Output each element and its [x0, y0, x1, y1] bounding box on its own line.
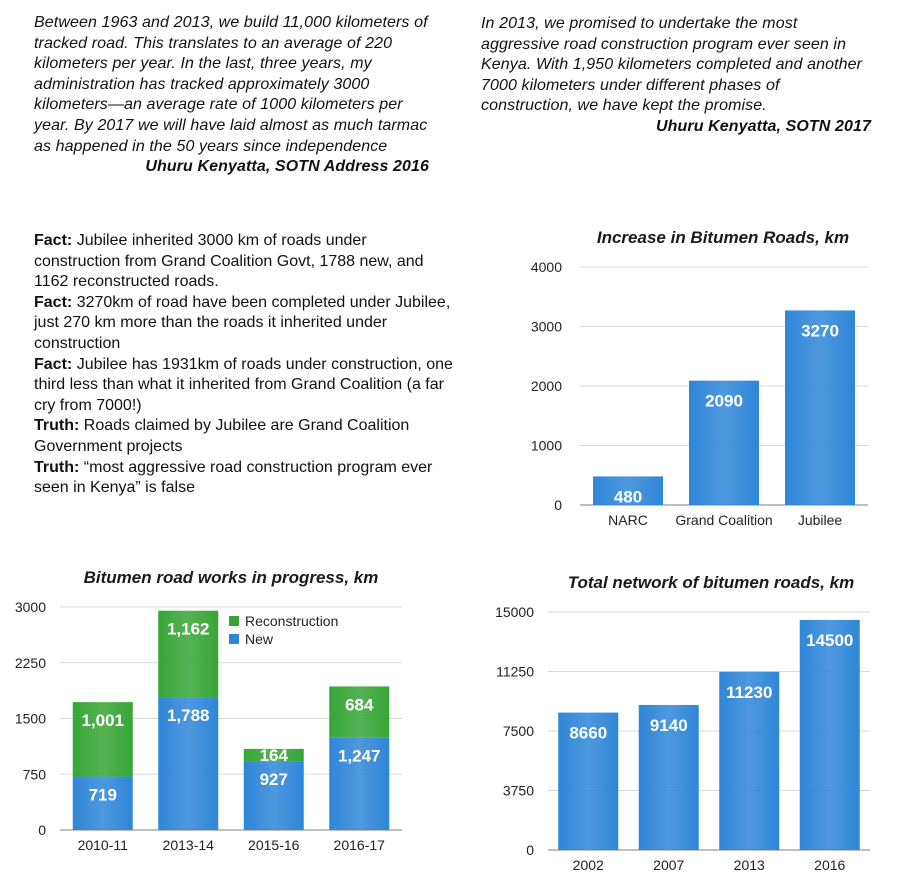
truth-text: Roads claimed by Jubilee are Grand Coalition Government projects — [34, 417, 410, 455]
data-label: 480 — [613, 487, 643, 507]
x-tick-label: 2013-14 — [162, 837, 214, 853]
legend — [229, 613, 338, 647]
data-label: 14500 — [806, 630, 854, 650]
y-tick-label: 2000 — [530, 378, 562, 394]
x-tick-label: 2010-11 — [77, 837, 128, 853]
truth-label: Truth: — [34, 458, 80, 476]
y-tick-label: 0 — [38, 822, 46, 838]
data-label: 1,001 — [81, 711, 125, 731]
x-tick-label: Grand Coalition — [675, 512, 773, 528]
y-tick-label: 15000 — [495, 604, 534, 620]
quote-attribution: Uhuru Kenyatta, SOTN 2017 — [656, 117, 871, 135]
y-tick-label: 4000 — [530, 259, 562, 275]
data-label: 719 — [88, 785, 117, 805]
y-tick-label: 11250 — [496, 663, 534, 680]
y-tick-label: 0 — [554, 497, 562, 513]
y-tick-label: 1000 — [530, 437, 562, 454]
x-tick-label: 2007 — [653, 857, 685, 873]
y-tick-label: 750 — [22, 766, 46, 783]
y-tick-label: 3000 — [14, 599, 46, 615]
y-tick-label: 3000 — [530, 318, 562, 335]
bar — [800, 620, 860, 850]
y-tick-label: 3750 — [502, 782, 534, 799]
truth-text: “most aggressive road construction program ever seen in Kenya” is false — [34, 458, 433, 497]
x-tick-label: 2016 — [814, 857, 846, 873]
legend-label: New — [245, 631, 274, 647]
legend-swatch — [229, 634, 239, 644]
chart-title: Total network of bitumen roads, km — [567, 573, 855, 592]
chart-total — [495, 573, 870, 873]
y-tick-label: 2250 — [14, 654, 46, 671]
x-tick-label: Jubilee — [797, 512, 843, 528]
data-label: 9140 — [649, 715, 688, 735]
data-label: 2090 — [705, 391, 743, 411]
x-tick-label: 2015-16 — [248, 837, 300, 853]
x-tick-label: 2013 — [733, 857, 765, 873]
quote-text: Between 1963 and 2013, we build 11,000 kilometers of tracked road. This translates to an average of 220 kilometers per year. In the last, three years, my administration has tracked approximately 3000 kilometers—an average rate of 1000 kilometers per year. By 2017 we will have laid almost as much tarmac as happened in the 50 years since independence — [34, 14, 428, 155]
quote-text: In 2013, we promised to undertake the most aggressive road construction program ever seen in Kenya. With 1,950 kilometers completed and another 7000 kilometers under different phases of construction, we have kept the promise. — [481, 15, 863, 115]
x-tick-label: NARC — [608, 512, 648, 528]
truth-label: Truth: — [34, 417, 80, 435]
fact-label: Fact: — [34, 293, 73, 311]
legend-label: Reconstruction — [245, 613, 339, 629]
data-label: 164 — [259, 745, 288, 765]
y-tick-label: 0 — [526, 842, 534, 858]
chart-works — [15, 568, 402, 853]
chart-title: Increase in Bitumen Roads, km — [596, 228, 850, 247]
quote-attribution: Uhuru Kenyatta, SOTN Address 2016 — [145, 158, 429, 176]
x-tick-label: 2002 — [572, 857, 604, 873]
fact-label: Fact: — [34, 355, 73, 373]
fact-text: Jubilee inherited 3000 km of roads under construction from Grand Coalition Govt, 1788 new, and 1162 reconstructed roads. — [34, 232, 424, 291]
y-tick-label: 7500 — [502, 723, 534, 739]
chart-title: Bitumen road works in progress, km — [83, 568, 379, 587]
data-label: 927 — [259, 770, 288, 790]
data-label: 8660 — [569, 723, 608, 743]
data-label: 1,247 — [337, 746, 381, 766]
y-tick-label: 1500 — [14, 710, 46, 727]
data-label: 11230 — [726, 682, 773, 702]
fact-text: 3270km of road have been completed under Jubilee, just 270 km more than the roads it inherited under construction — [34, 293, 451, 352]
x-tick-label: 2016-17 — [333, 837, 385, 853]
fact-text: Jubilee has 1931km of roads under construction, one third less than what it inherited from Grand Coalition (a far cry from 7000!) — [34, 355, 453, 414]
data-label: 1,788 — [166, 706, 210, 726]
data-label: 3270 — [801, 321, 839, 341]
fact-label: Fact: — [34, 232, 73, 249]
data-label: 684 — [345, 695, 374, 715]
chart-increase — [531, 228, 868, 528]
data-label: 1,162 — [166, 619, 210, 639]
legend-swatch — [229, 616, 239, 626]
